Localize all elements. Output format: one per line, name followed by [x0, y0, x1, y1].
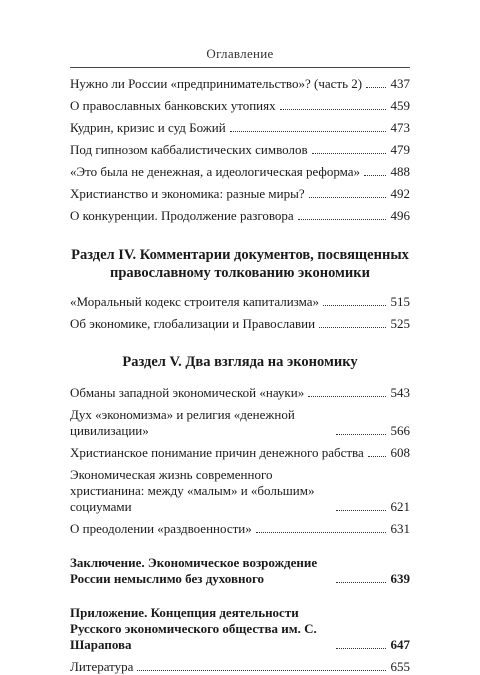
toc-entry-title: Литература — [70, 659, 134, 674]
toc-entry-title: Экономическая жизнь современного христианина: между «малым» и «большим» социумами — [70, 467, 315, 514]
toc-entry-title: О преодолении «раздвоенности» — [70, 521, 252, 536]
header-rule — [70, 67, 410, 68]
running-head: Оглавление — [206, 46, 274, 61]
dot-leader — [309, 197, 386, 198]
toc-entry-page: 459 — [390, 98, 410, 113]
toc-entry-title: Нужно ли России «предпринимательство»? (часть 2) — [70, 76, 363, 91]
toc-entry-page: 566 — [390, 423, 410, 438]
toc-entry-title: Кудрин, кризис и суд Божий — [70, 120, 226, 135]
toc-entry — [70, 316, 410, 332]
toc-entry-page: 437 — [390, 76, 410, 91]
toc-entry — [70, 445, 410, 461]
toc-entry-title: Дух «экономизма» и религия «денежной цивилизации» — [70, 407, 295, 438]
section-heading-line: православному толкованию экономики — [109, 265, 370, 281]
toc-entry-page: 525 — [390, 316, 410, 331]
toc-entry-title: Христианское понимание причин денежного рабства — [70, 445, 364, 460]
toc-entry-title: Обманы западной экономической «науки» — [70, 385, 305, 400]
toc-entry-title: О конкуренции. Продолжение разговора — [70, 208, 294, 223]
dot-leader — [323, 305, 385, 306]
toc-entry — [70, 521, 410, 537]
toc-entry — [70, 76, 410, 92]
toc-entry — [70, 186, 410, 202]
toc-entry-page: 655 — [390, 659, 410, 674]
section-heading-line: Раздел V. Два взгляда на экономику — [122, 354, 358, 370]
section-5-heading — [70, 353, 410, 371]
toc-entry — [70, 208, 410, 224]
toc-entry — [70, 467, 410, 515]
toc-entry-page: 479 — [390, 142, 410, 157]
toc-entry — [70, 294, 410, 310]
toc-entry — [70, 164, 410, 180]
toc-entry — [70, 120, 410, 136]
toc-entry-page: 608 — [390, 445, 410, 460]
toc-entry-page: 496 — [390, 208, 410, 223]
dot-leader — [336, 434, 386, 435]
toc-entry — [70, 407, 410, 439]
toc-entry-appendix — [70, 605, 410, 653]
table-of-contents — [70, 76, 410, 675]
dot-leader — [336, 648, 386, 649]
section-heading-line: Раздел IV. Комментарии документов, посвященных — [71, 247, 409, 263]
toc-entry-page: 631 — [390, 521, 410, 536]
dot-leader — [230, 131, 386, 132]
toc-entry-title: Об экономике, глобализации и Православии — [70, 316, 316, 331]
dot-leader — [319, 327, 385, 328]
dot-leader — [256, 532, 386, 533]
toc-entry-page: 492 — [390, 186, 410, 201]
toc-entry-title: Христианство и экономика: разные миры? — [70, 186, 305, 201]
toc-entry-page: 488 — [390, 164, 410, 179]
toc-entry-title: «Это была не денежная, а идеологическая реформа» — [70, 164, 361, 179]
toc-entry — [70, 385, 410, 401]
dot-leader — [298, 219, 386, 220]
dot-leader — [312, 153, 386, 154]
toc-entry-page: 543 — [390, 385, 410, 400]
toc-entry-page: 647 — [390, 637, 410, 652]
toc-entry — [70, 659, 410, 675]
toc-entry-page: 621 — [390, 499, 410, 514]
toc-entry-title: Под гипнозом каббалистических символов — [70, 142, 308, 157]
dot-leader — [280, 109, 386, 110]
dot-leader — [137, 670, 385, 671]
toc-entry-title: О православных банковских утопиях — [70, 98, 276, 113]
dot-leader — [366, 87, 385, 88]
dot-leader — [336, 582, 386, 583]
toc-entry-title: Приложение. Концепция деятельности Русского экономического общества им. С. Шарапова — [70, 605, 317, 652]
toc-entry — [70, 98, 410, 114]
toc-entry-page: 515 — [390, 294, 410, 309]
toc-entry-page: 639 — [390, 571, 410, 586]
dot-leader — [336, 510, 386, 511]
toc-entry-page: 473 — [390, 120, 410, 135]
dot-leader — [308, 396, 385, 397]
section-4-heading — [70, 246, 410, 282]
toc-entry-title: Заключение. Экономическое возрождение России немыслимо без духовного — [70, 555, 318, 586]
dot-leader — [368, 456, 386, 457]
dot-leader — [364, 175, 385, 176]
toc-entry-title: «Моральный кодекс строителя капитализма» — [70, 294, 320, 309]
toc-entry-conclusion — [70, 555, 410, 587]
toc-entry — [70, 142, 410, 158]
